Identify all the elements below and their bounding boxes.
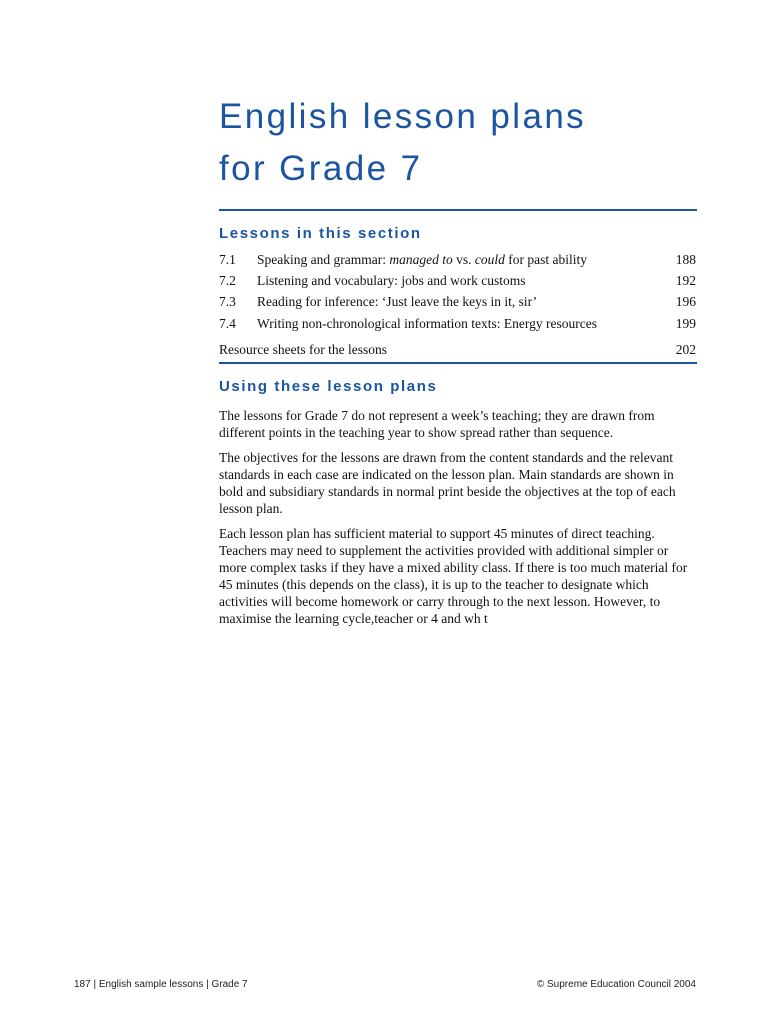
title-line-2: for Grade 7: [219, 149, 423, 188]
lesson-number: 7.3: [219, 294, 236, 309]
lesson-row: [219, 250, 696, 270]
footer-page-info: 187 | English sample lessons | Grade 7: [74, 979, 248, 990]
lesson-number: 7.4: [219, 316, 236, 331]
lessons-heading: Lessons in this section: [219, 225, 422, 242]
paragraph: Each lesson plan has sufficient material to support 45 minutes of direct teaching. Teachers may need to supplement the activities provided with additional simpler or more complex tasks if they have a mixed ability class. If there is too much material for 45 minutes (this depends on the class), it is up to the teacher to designate which activities will become homework or carry through to the next lesson. However, to maximise the learning cycle,teacher or 4 and wh t: [219, 526, 688, 626]
lesson-row: [219, 314, 696, 334]
lesson-page: 192: [675, 273, 696, 288]
lessons-divider: [219, 362, 697, 364]
paragraph: The lessons for Grade 7 do not represent a week’s teaching; they are drawn from different points in the teaching year to show spread rather than sequence.: [219, 408, 655, 440]
using-heading: Using these lesson plans: [219, 378, 438, 395]
lesson-page: 196: [675, 294, 696, 309]
title-divider: [219, 209, 697, 211]
lesson-title: Writing non-chronological information texts: Energy resources: [257, 316, 597, 331]
title-line-1: English lesson plans: [219, 97, 587, 136]
lesson-title: Reading for inference: ‘Just leave the keys in it, sir’: [257, 294, 538, 309]
resource-page: 202: [675, 342, 696, 357]
resource-title: Resource sheets for the lessons: [219, 342, 387, 357]
lesson-row: [219, 292, 696, 312]
lesson-number: 7.2: [219, 273, 236, 288]
body-text: [219, 407, 697, 635]
lesson-number: 7.1: [219, 252, 236, 267]
lesson-title: Speaking and grammar: managed to vs. could for past ability: [257, 252, 587, 267]
resource-row: [219, 340, 696, 360]
lesson-row: [219, 271, 696, 291]
lesson-page: 199: [675, 316, 696, 331]
lesson-page: 188: [675, 252, 696, 267]
paragraph: The objectives for the lessons are drawn from the content standards and the relevant standards in each case are indicated on the lesson plan. Main standards are shown in bold and subsidiary standards in normal print beside the objectives at the top of each lesson plan.: [219, 450, 676, 516]
page-title: [219, 91, 699, 195]
lesson-title: Listening and vocabulary: jobs and work customs: [257, 273, 526, 288]
footer-copyright: © Supreme Education Council 2004: [536, 979, 696, 990]
